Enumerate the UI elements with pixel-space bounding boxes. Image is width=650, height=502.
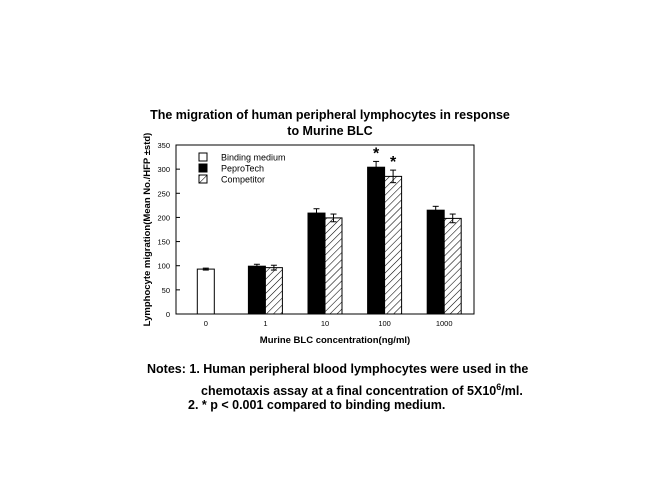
y-tick-label: 100 (157, 261, 170, 271)
notes-line1: Notes: 1. Human peripheral blood lymphocytes were used in the (147, 362, 529, 376)
legend-label: Competitor (221, 174, 266, 185)
notes-line2-text: chemotaxis assay at a final concentration of 5X10 (201, 384, 497, 399)
y-tick-label: 350 (157, 141, 170, 150)
legend-swatch (199, 153, 207, 161)
bar (325, 218, 342, 314)
significance-marker: * (372, 145, 380, 163)
notes-line2-unit: /ml. (501, 384, 523, 399)
notes-line3: 2. * p < 0.001 compared to binding medium. (188, 398, 446, 412)
x-tick-label: 10 (320, 319, 330, 328)
y-tick-label: 200 (157, 213, 170, 223)
y-tick-label: 0 (165, 310, 170, 319)
bar (197, 269, 214, 314)
notes-line2-exponent: 6 (496, 382, 502, 392)
x-tick-label: 1000 (435, 319, 453, 328)
x-axis-label: Murine BLC concentration(ng/ml) (259, 335, 411, 346)
bar (368, 167, 385, 314)
legend-label: Binding medium (221, 152, 286, 163)
y-tick-label: 300 (157, 165, 170, 175)
bar (444, 218, 461, 314)
y-tick-label: 250 (157, 189, 170, 199)
x-tick-label: 100 (378, 319, 391, 328)
bar (427, 210, 444, 314)
legend-swatch (199, 175, 207, 183)
x-tick-label: 0 (203, 319, 208, 328)
legend-label: PeproTech (221, 163, 265, 174)
y-tick-label: 150 (157, 237, 170, 247)
bar (385, 176, 402, 314)
significance-marker: * (389, 154, 397, 172)
chart-title-line1: The migration of human peripheral lymphocytes in response (150, 108, 510, 122)
legend-swatch (199, 164, 207, 172)
y-tick-label: 50 (161, 285, 170, 295)
bar (265, 268, 282, 314)
notes-line2 (201, 382, 523, 398)
bar (308, 213, 325, 314)
x-tick-label: 1 (263, 319, 268, 328)
chart-title-line2: to Murine BLC (287, 124, 373, 138)
y-axis-label: Lymphocyte migration(Mean No./HFP ±std) (142, 132, 153, 327)
bar (248, 266, 265, 314)
